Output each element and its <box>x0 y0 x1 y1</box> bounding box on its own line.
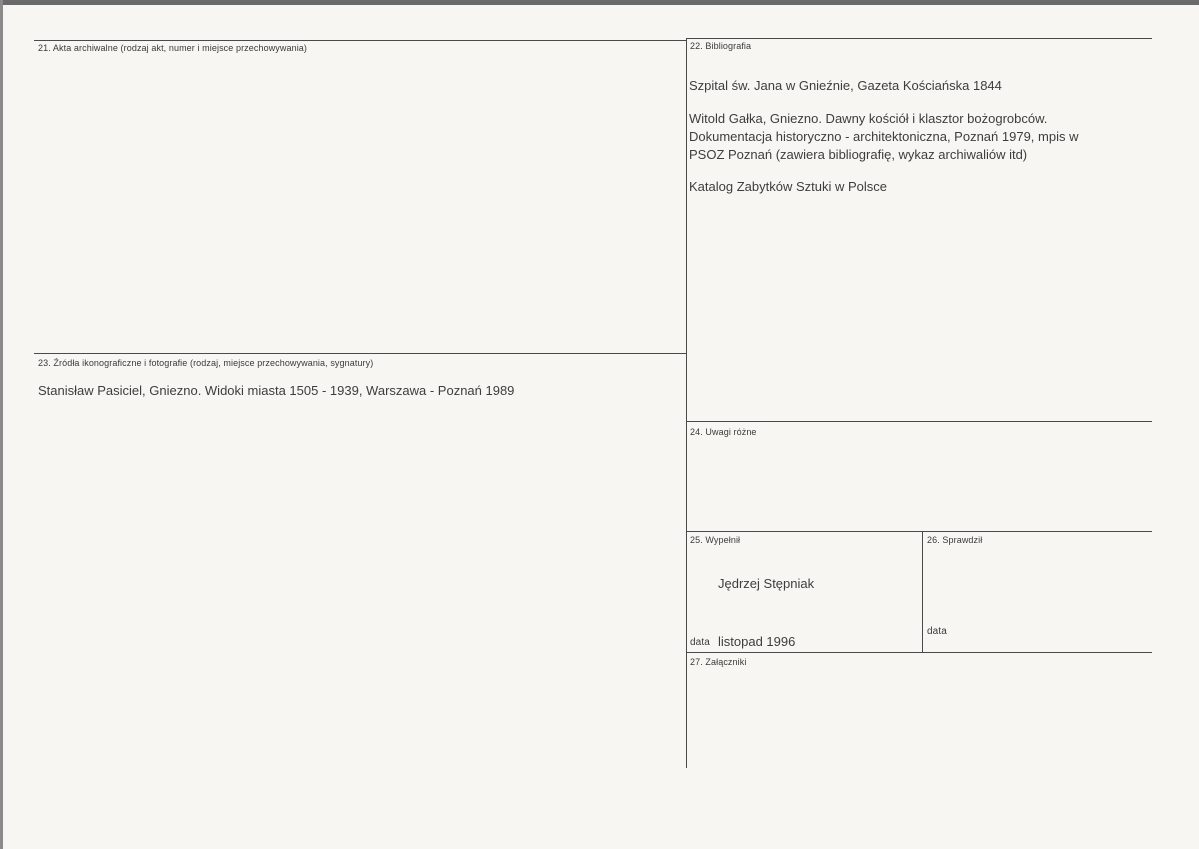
field-26-label: 26. Sprawdził <box>927 535 983 545</box>
field-25-label: 25. Wypełnił <box>690 535 741 545</box>
field-24-label: 24. Uwagi różne <box>690 427 757 437</box>
scan-edge-left <box>0 0 3 849</box>
field-22-label: 22. Bibliografia <box>690 41 752 51</box>
rule-25-27 <box>686 652 1152 653</box>
center-divider <box>686 38 687 768</box>
field-27-label: 27. Załączniki <box>690 657 747 667</box>
field-25-date-value: listopad 1996 <box>718 634 796 649</box>
filled-by-name: Jędrzej Stępniak <box>718 576 815 591</box>
field-25-date-label: data <box>690 637 710 648</box>
divider-25-26 <box>922 531 923 653</box>
bibliography-line: Dokumentacja historyczno - architektoniczna, Poznań 1979, mpis w <box>689 129 1079 144</box>
rule-24-25 <box>686 531 1152 532</box>
field-23-value: Stanisław Pasiciel, Gniezno. Widoki miasta 1505 - 1939, Warszawa - Poznań 1989 <box>38 383 515 398</box>
top-rule-left <box>34 40 686 41</box>
field-23-label: 23. Źródła ikonograficzne i fotografie (rodzaj, miejsce przechowywania, sygnatury) <box>38 358 374 368</box>
field-21-label: 21. Akta archiwalne (rodzaj akt, numer i miejsce przechowywania) <box>38 43 308 53</box>
bibliography-entry: Szpital św. Jana w Gnieźnie, Gazeta Kościańska 1844 <box>689 78 1002 93</box>
rule-22-24 <box>686 421 1152 422</box>
scan-edge-top <box>0 0 1199 5</box>
top-rule-right <box>686 38 1152 39</box>
bibliography-entry <box>689 110 1078 164</box>
rule-21-23 <box>34 353 686 354</box>
bibliography-line: Witold Gałka, Gniezno. Dawny kościół i klasztor bożogrobców. <box>689 111 1048 126</box>
bibliography-line: PSOZ Poznań (zawiera bibliografię, wykaz archiwaliów itd) <box>689 147 1028 162</box>
bibliography-entry: Katalog Zabytków Sztuki w Polsce <box>689 179 887 194</box>
field-26-date-label: data <box>927 626 947 637</box>
